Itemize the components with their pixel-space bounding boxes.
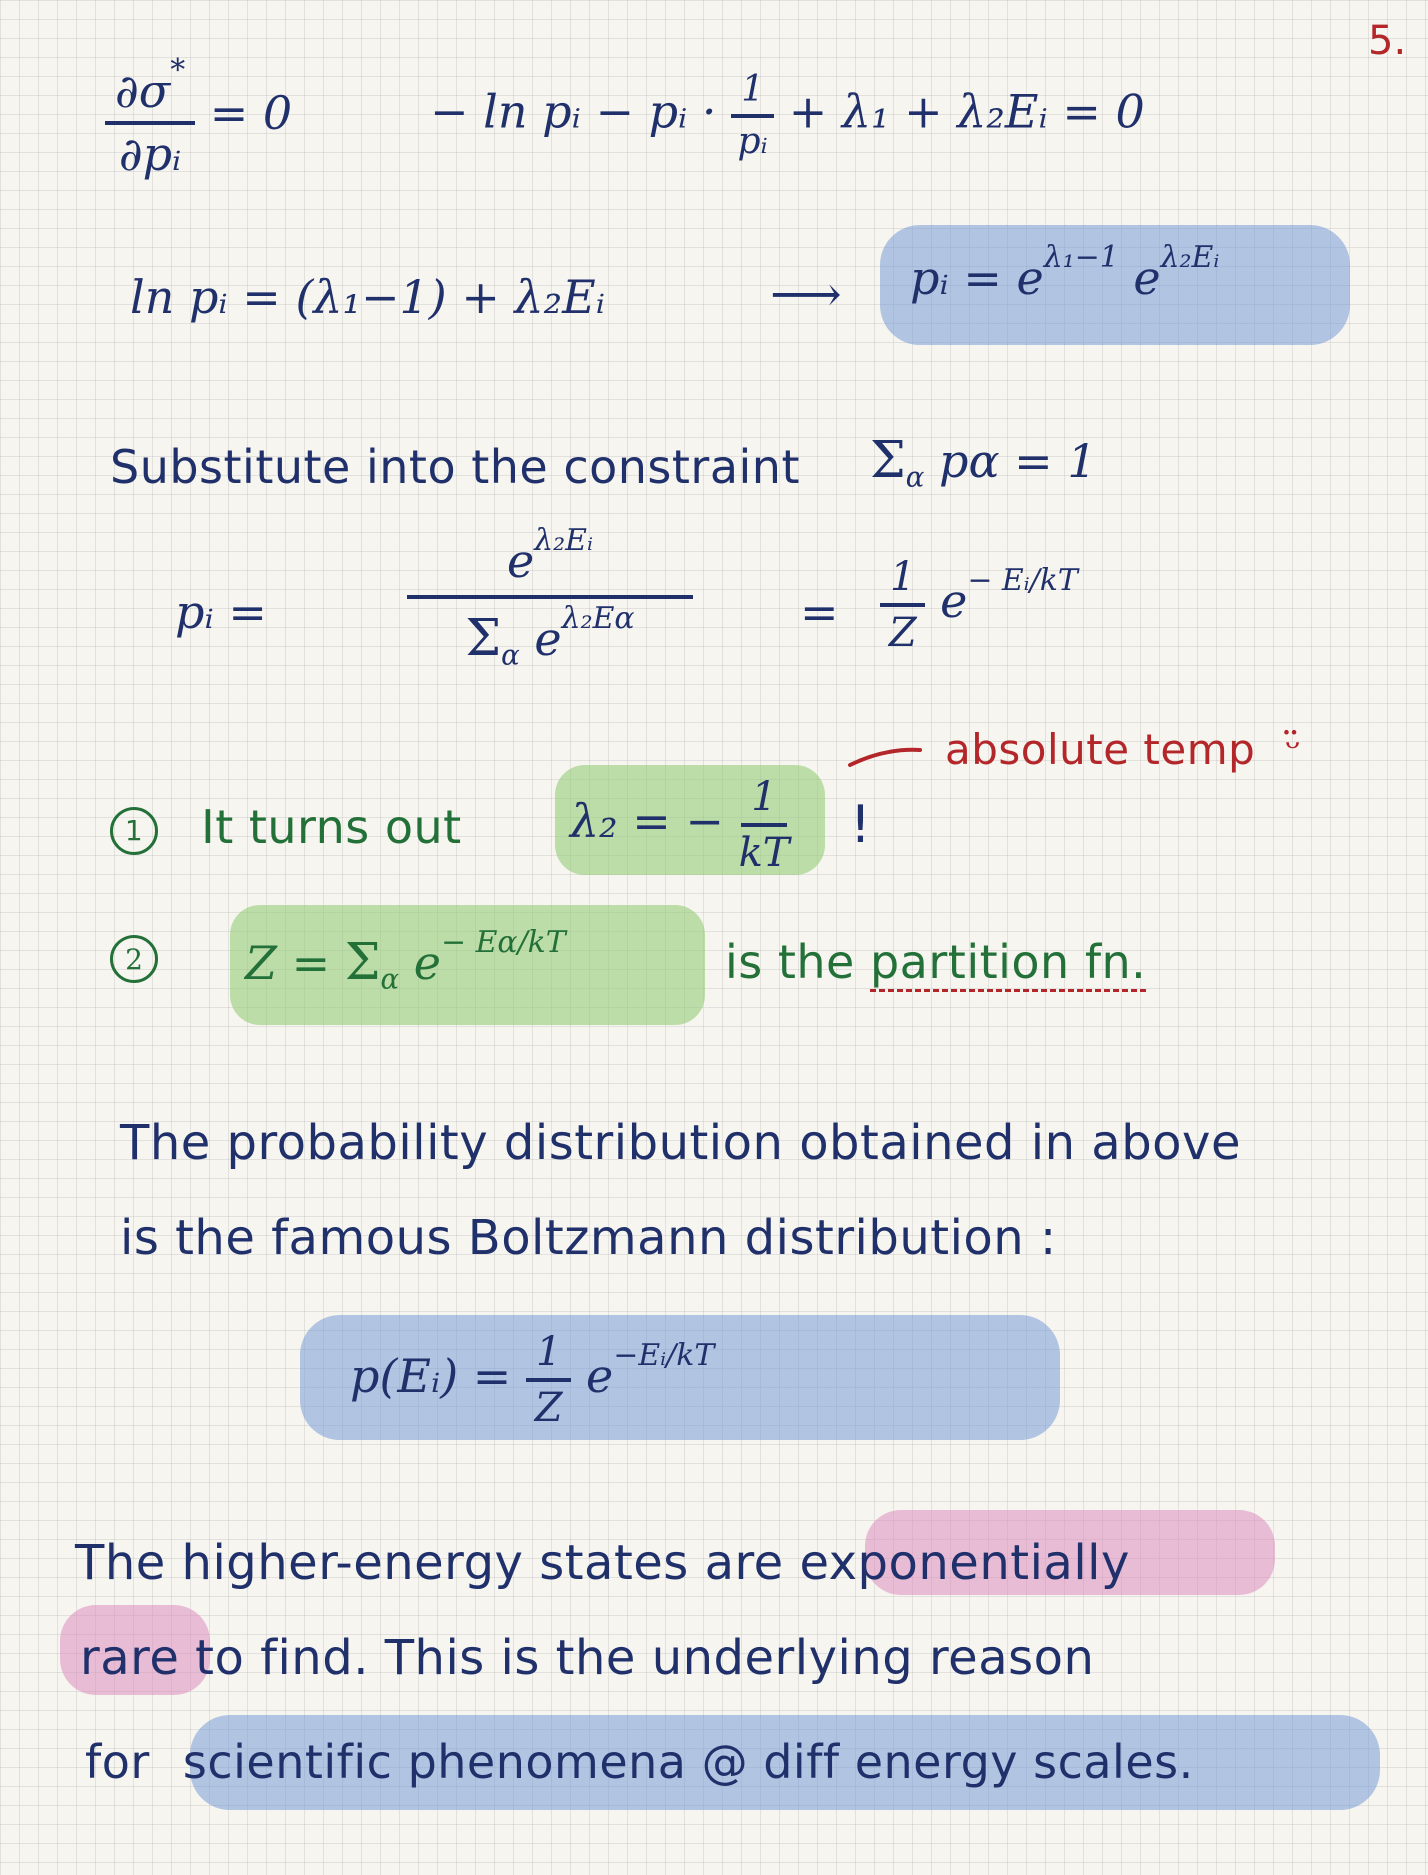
absolute-temp-annotation: absolute temp bbox=[945, 725, 1256, 774]
pi-den-sum-index: α bbox=[501, 638, 520, 672]
item1-text: It turns out bbox=[201, 800, 462, 854]
paragraph2-line3-for: for bbox=[85, 1735, 150, 1789]
partition-sum-index: α bbox=[380, 962, 400, 996]
boltzmann-distribution bbox=[350, 1330, 714, 1430]
pi-boltzmann-form bbox=[880, 555, 1078, 655]
boltz-lhs: p(Eᵢ) = bbox=[350, 1349, 512, 1403]
normalization-constraint bbox=[870, 430, 1097, 494]
item2-marker-wrap bbox=[110, 935, 158, 983]
item1-marker: 1 bbox=[110, 807, 158, 855]
log-pi-equation: ln pᵢ = (λ₁−1) + λ₂Eᵢ bbox=[130, 270, 605, 324]
arrow-icon: ⟶ bbox=[770, 265, 842, 323]
constraint-sum-index: α bbox=[905, 460, 925, 494]
item2-text: is the bbox=[725, 935, 855, 989]
lambda2-frac-den: kT bbox=[738, 830, 790, 876]
boltz-frac-num: 1 bbox=[526, 1330, 571, 1382]
derivative-numerator: ∂σ bbox=[115, 63, 171, 118]
boltz-base: e bbox=[571, 1349, 614, 1403]
pi-second-equals: = bbox=[800, 585, 839, 639]
pi-rhs-frac-num: 1 bbox=[880, 555, 925, 607]
paragraph1-line2: is the famous Boltzmann distribution : bbox=[120, 1210, 1057, 1266]
item2-marker: 2 bbox=[110, 935, 158, 983]
pi-den-base: e bbox=[519, 611, 562, 666]
pi-rhs-exp: − Eᵢ/kT bbox=[967, 563, 1078, 599]
pi-rhs-frac-den: Z bbox=[888, 610, 917, 656]
rare-word: rare bbox=[80, 1630, 180, 1686]
paragraph1-line1: The probability distribution obtained in above bbox=[120, 1115, 1241, 1171]
derivative-equals-zero: = 0 bbox=[209, 86, 293, 141]
boltz-exp: −Eᵢ/kT bbox=[613, 1338, 715, 1374]
partition-fn-underlined: partition fn. bbox=[870, 935, 1146, 992]
lagrange-frac-den: pᵢ bbox=[737, 120, 768, 162]
lambda2-frac-num: 1 bbox=[741, 775, 786, 827]
item1-row bbox=[110, 800, 462, 855]
boltz-frac-den: Z bbox=[534, 1385, 563, 1431]
lagrange-eq-part-b: + λ₁ + λ₂Eᵢ = 0 bbox=[788, 84, 1145, 139]
pi-rhs-base: e bbox=[925, 574, 968, 628]
paragraph2-line2 bbox=[80, 1630, 1094, 1686]
paragraph2-line2-text: to find. This is the underlying reason bbox=[195, 1630, 1095, 1686]
exponentially-word: exponentially bbox=[799, 1535, 1130, 1591]
page-number: 5. bbox=[1368, 18, 1407, 64]
pi-den-exp: λ₂Eα bbox=[561, 600, 635, 636]
pi-num-exp: λ₂Eᵢ bbox=[534, 523, 593, 558]
scientific-phenomena-phrase: scientific phenomena @ diff energy scales. bbox=[182, 1735, 1194, 1789]
derivative-denominator: ∂pᵢ bbox=[118, 126, 182, 181]
pi-fraction bbox=[350, 525, 750, 670]
paragraph2-line1 bbox=[75, 1535, 1130, 1591]
pi-solution-base2: e bbox=[1118, 250, 1161, 305]
pi-num-base: e bbox=[507, 533, 535, 588]
paragraph2-line3 bbox=[85, 1735, 1194, 1789]
paragraph2-line1-text: The higher-energy states are bbox=[75, 1535, 784, 1591]
partition-base: e bbox=[399, 935, 442, 990]
lambda2-lhs: λ₂ = − bbox=[570, 794, 724, 848]
partition-lhs: Z = bbox=[245, 935, 345, 990]
pi-solution-exp2: λ₂Eᵢ bbox=[1160, 240, 1220, 275]
constraint-rest: pα = 1 bbox=[939, 434, 1097, 488]
exclamation-mark: ! bbox=[850, 795, 872, 855]
pi-den-sum: Σ bbox=[465, 607, 502, 667]
constraint-sum: Σ bbox=[870, 430, 906, 489]
annotation-pointer-line bbox=[845, 740, 925, 770]
pi-lhs: pᵢ = bbox=[175, 585, 267, 639]
pi-exponential-solution bbox=[910, 240, 1219, 305]
pi-solution-exp1: λ₁−1 bbox=[1043, 240, 1119, 275]
partition-sum: Σ bbox=[344, 931, 381, 991]
partition-function-formula bbox=[245, 925, 566, 996]
lagrange-frac-num: 1 bbox=[731, 70, 774, 118]
derivative-star: * bbox=[170, 53, 186, 88]
pi-solution-base1: pᵢ = e bbox=[910, 250, 1044, 305]
substitute-text: Substitute into the constraint bbox=[110, 440, 800, 494]
partition-exp: − Eα/kT bbox=[441, 925, 566, 960]
item2-text-row bbox=[725, 935, 1146, 989]
smiley-icon: ᵕ̈ bbox=[1285, 725, 1301, 771]
lagrange-eq-part-a: − ln pᵢ − pᵢ · bbox=[430, 84, 717, 139]
lagrange-equation bbox=[430, 70, 1145, 161]
lambda2-value bbox=[570, 775, 789, 875]
derivative-condition bbox=[105, 55, 292, 179]
